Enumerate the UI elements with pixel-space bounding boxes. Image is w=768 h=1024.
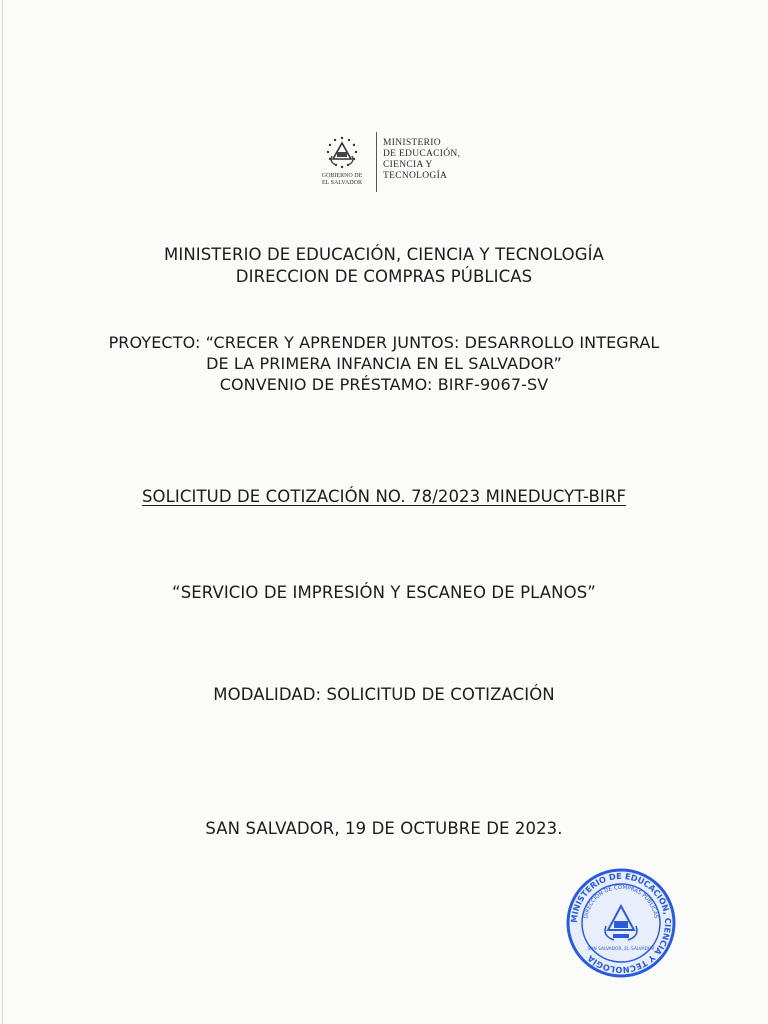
logo-divider [376,132,377,192]
project-line-2: DE LA PRIMERA INFANCIA EN EL SALVADOR” [206,354,562,373]
request-number: SOLICITUD DE COTIZACIÓN NO. 78/2023 MINEDUCYT-BIRF [141,487,627,506]
page-edge-line [2,0,3,1024]
place-date-text: SAN SALVADOR, 19 DE OCTUBRE DE 2023. [205,819,563,838]
ministry-name: MINISTERIO DE EDUCACIÓN, CIENCIA Y TECNOLOGÍA [383,138,461,181]
header-ministry: MINISTERIO DE EDUCACIÓN, CIENCIA Y TECNOLOGÍA [164,245,604,264]
stamp-inner-text: DIRECCIÓN DE COMPRAS PÚBLICAS [583,884,659,920]
service-name: “SERVICIO DE IMPRESIÓN Y ESCANEO DE PLANOS” [172,583,596,602]
coat-of-arms-icon [312,132,372,192]
official-stamp [566,868,676,978]
modality-text: MODALIDAD: SOLICITUD DE COTIZACIÓN [213,685,555,704]
project-block [0,332,768,395]
header-direction: DIRECCION DE COMPRAS PÚBLICAS [235,267,533,286]
government-label: GOBIERNO DE EL SALVADOR [321,173,363,186]
document-header [0,244,768,288]
loan-agreement: CONVENIO DE PRÉSTAMO: BIRF-9067-SV [219,375,549,394]
place-date [0,818,768,840]
service-title [0,582,768,604]
request-title [0,486,768,508]
stamp-center-text: SAN SALVADOR, EL SALVADOR [587,947,655,952]
modality [0,684,768,706]
stamp-outer-text: MINISTERIO DE EDUCACIÓN, CIENCIA Y TECNOLOGÍA [568,870,674,976]
project-line-1: PROYECTO: “CRECER Y APRENDER JUNTOS: DESARROLLO INTEGRAL [108,333,660,352]
ministry-logo [312,132,492,194]
